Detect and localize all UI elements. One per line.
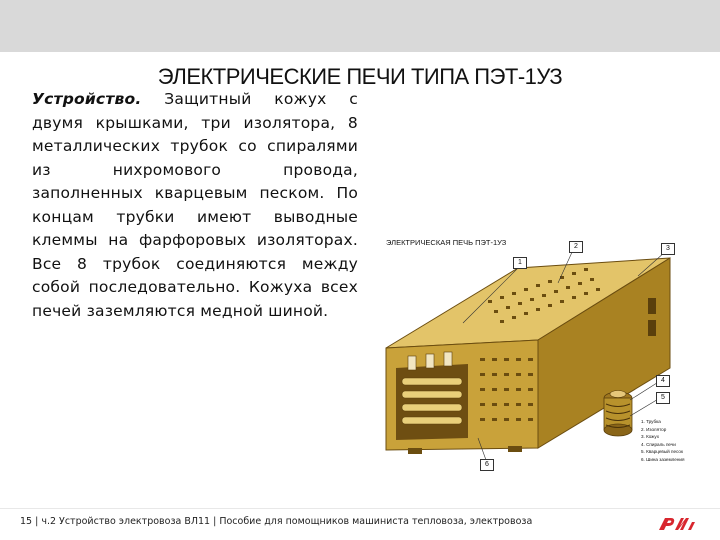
slide-title: ЭЛЕКТРИЧЕСКИЕ ПЕЧИ ТИПА ПЭТ-1УЗ	[157, 64, 563, 89]
rzd-logo-icon	[656, 514, 696, 534]
legend-item: 1. Трубка	[641, 419, 661, 424]
legend-item: 2. Изолятор	[641, 426, 667, 432]
page-number: 15	[20, 516, 33, 527]
legend-item: 5. Кварцевый песок	[641, 449, 683, 454]
footer-text: | ч.2 Устройство электровоза ВЛ11 | Пособие для помощников машиниста тепловоза, электровоза	[35, 516, 533, 527]
callout-6: 6	[480, 459, 494, 471]
footer-divider	[0, 508, 720, 509]
legend-item: 3. Кожух	[641, 434, 660, 439]
figure-caption: ЭЛЕКТРИЧЕСКАЯ ПЕЧЬ ПЭТ-1УЗ	[386, 238, 507, 247]
callout-5: 5	[656, 392, 670, 404]
footer	[20, 516, 532, 527]
header-bar	[0, 0, 720, 52]
description-paragraph	[32, 88, 358, 323]
description-text: Защитный кожух с двумя крышками, три изолятора, 8 металлических трубок со спиралями из нихромового провода, заполненных кварцевым песком. По концам трубки имеют выводные клеммы на фарфоровых изоляторах. Все 8 трубок соединяются между собой последовательно. Кожуха всех печей заземляются медной шиной.	[32, 90, 358, 320]
callout-2: 2	[569, 241, 583, 253]
lead-word: Устройство.	[32, 90, 142, 108]
legend-item: 4. Спираль печи	[641, 441, 676, 447]
callout-3: 3	[661, 243, 675, 255]
legend-item: 6. Шина заземления	[641, 456, 685, 462]
callout-1: 1	[513, 257, 527, 269]
figure-legend	[641, 418, 701, 463]
callout-4: 4	[656, 375, 670, 387]
